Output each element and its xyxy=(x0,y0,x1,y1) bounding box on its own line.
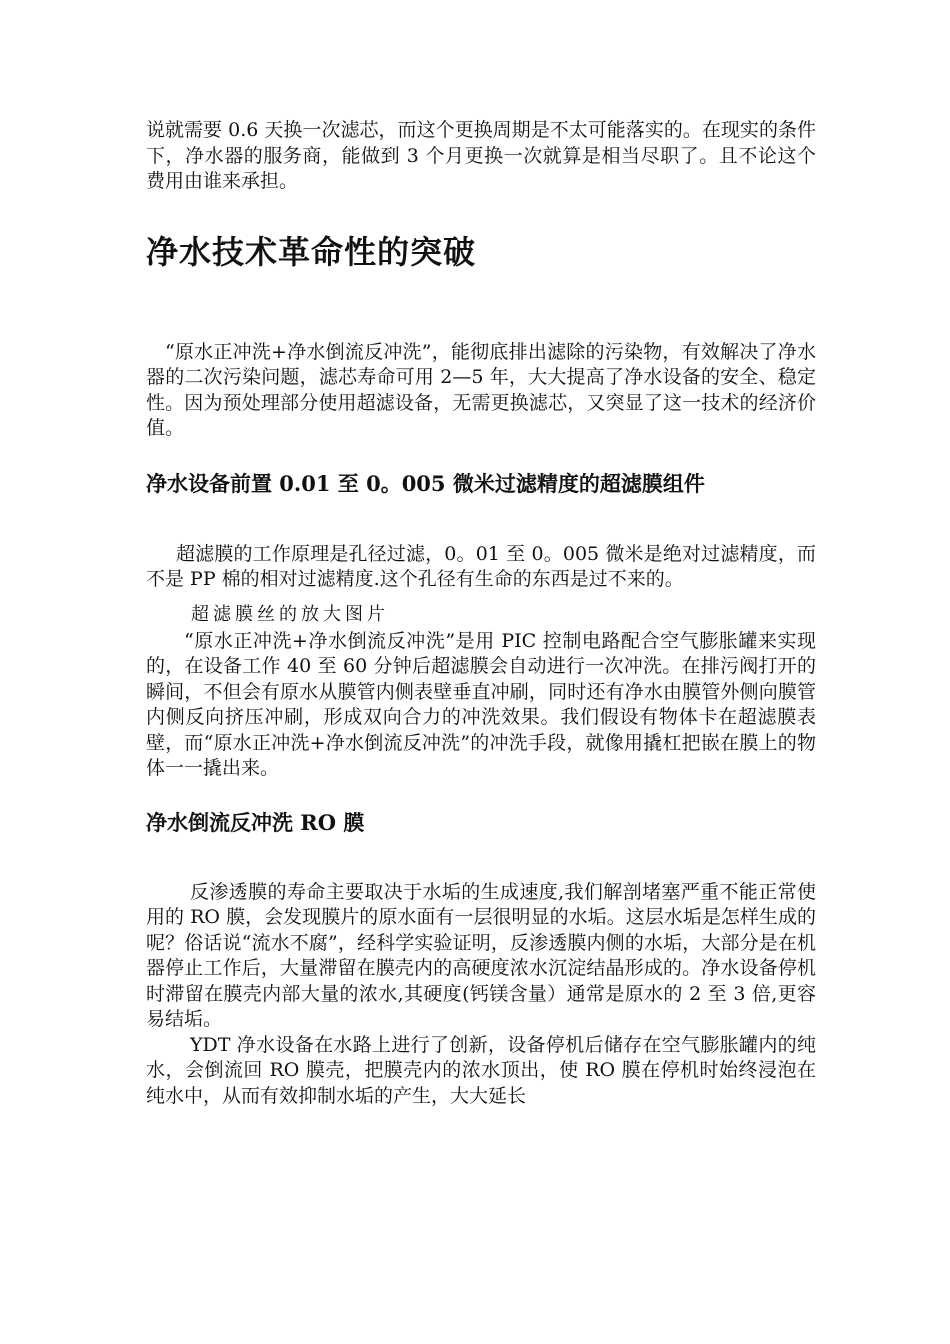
flush-paragraph: “原水正冲洗+净水倒流反冲洗”是用 PIC 控制电路配合空气膨胀罐来实现的，在设备工作 40 至 60 分钟后超滤膜会自动进行一次冲洗。在排污阀打开的瞬间，不但会有原水从膜管内侧表壁垂直冲刷，同时还有净水由膜管外侧向膜管内侧反向挤压冲刷，形成双向合力的冲洗效果。我们假设有物体卡在超滤膜表壁，而“原水正冲洗+净水倒流反冲洗”的冲洗手段，就像用撬杠把嵌在膜上的物体一一撬出来。 xyxy=(146,629,816,779)
ro-membrane-paragraph: 反渗透膜的寿命主要取决于水垢的生成速度,我们解剖堵塞严重不能正常使用的 RO 膜，会发现膜片的原水面有一层很明显的水垢。这层水垢是怎样生成的呢？俗话说“流水不腐”，经科学实验证明，反渗透膜内侧的水垢，大部分是在机器停止工作后，大量滞留在膜壳内的高硬度浓水沉淀结晶形成的。净水设备停机时滞留在膜壳内部大量的浓水,其硬度(钙镁含量）通常是原水的 2 至 3 倍,更容易结垢。 xyxy=(146,880,816,1030)
breakthrough-paragraph: “原水正冲洗+净水倒流反冲洗”，能彻底排出滤除的污染物，有效解决了净水器的二次污染问题，滤芯寿命可用 2—5 年，大大提高了净水设备的安全、稳定性。因为预处理部分使用超滤设备，无需更换滤芯，又突显了这一技术的经济价值。 xyxy=(146,340,816,439)
document-page xyxy=(146,118,816,1109)
section-heading-ro-membrane: 净水倒流反冲洗 RO 膜 xyxy=(146,809,365,835)
section-heading-breakthrough: 净水技术革命性的突破 xyxy=(146,232,477,271)
image-caption: 超滤膜丝的放大图片 xyxy=(191,603,389,625)
ultrafiltration-paragraph: 超滤膜的工作原理是孔径过滤，0。01 至 0。005 微米是绝对过滤精度，而不是 PP 棉的相对过滤精度.这个孔径有生命的东西是过不来的。 xyxy=(146,542,816,590)
section-heading-ultrafiltration: 净水设备前置 0.01 至 0。005 微米过滤精度的超滤膜组件 xyxy=(146,470,705,496)
intro-paragraph: 说就需要 0.6 天换一次滤芯，而这个更换周期是不太可能落实的。在现实的条件下，净水器的服务商，能做到 3 个月更换一次就算是相当尽职了。且不论这个费用由谁来承担。 xyxy=(146,119,816,192)
ydt-paragraph: YDT 净水设备在水路上进行了创新，设备停机后储存在空气膨胀罐内的纯水，会倒流回 RO 膜壳，把膜壳内的浓水顶出，使 RO 膜在停机时始终浸泡在纯水中，从而有效抑制水垢的产生，大大延长 xyxy=(146,1033,816,1107)
